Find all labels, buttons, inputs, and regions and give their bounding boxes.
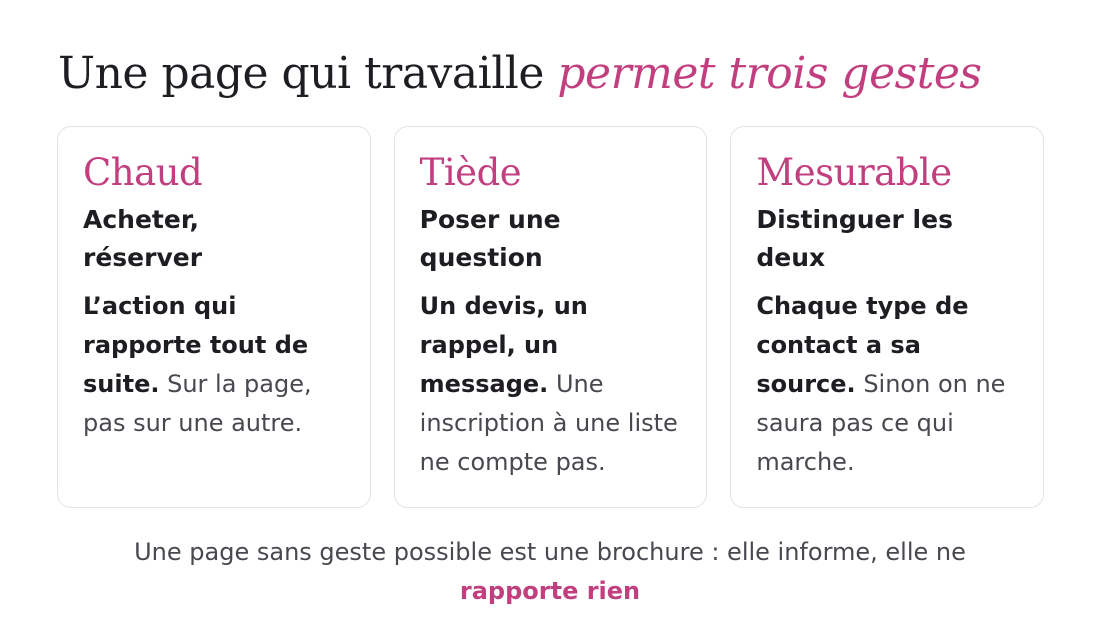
gesture-cards xyxy=(57,126,1044,508)
card-title: Distinguer les deux xyxy=(756,205,953,272)
card-body xyxy=(420,287,683,482)
heading-accent: permet trois gestes xyxy=(557,48,982,99)
card-lead: L’action qui rapporte tout de suite. xyxy=(83,292,309,398)
card-lead: Un devis, un rappel, un message. xyxy=(419,292,588,398)
card-tiede xyxy=(394,126,708,508)
card-title: Poser une question xyxy=(419,205,561,272)
card-text: Sinon on ne saura pas ce qui marche. xyxy=(756,370,1006,476)
card-mesurable xyxy=(730,126,1044,508)
card-title: Acheter, réserver xyxy=(83,205,203,272)
card-body xyxy=(756,287,1019,482)
page-heading xyxy=(58,44,982,104)
card-chaud xyxy=(57,126,371,508)
card-label: Mesurable xyxy=(756,151,952,194)
card-text: Sur la page, pas sur une autre. xyxy=(83,370,312,437)
card-label: Tiède xyxy=(419,151,522,194)
card-lead: Chaque type de contact a sa source. xyxy=(756,292,969,398)
card-body xyxy=(83,287,346,443)
footer-text: Une page sans geste possible est une brochure : elle informe, elle ne xyxy=(134,538,966,566)
footer-accent: rapporte rien xyxy=(459,577,641,605)
card-text: Une inscription à une liste ne compte pas. xyxy=(419,370,678,476)
heading-main: Une page qui travaille xyxy=(58,48,544,99)
footer-note xyxy=(60,533,1040,611)
card-label: Chaud xyxy=(83,151,203,194)
